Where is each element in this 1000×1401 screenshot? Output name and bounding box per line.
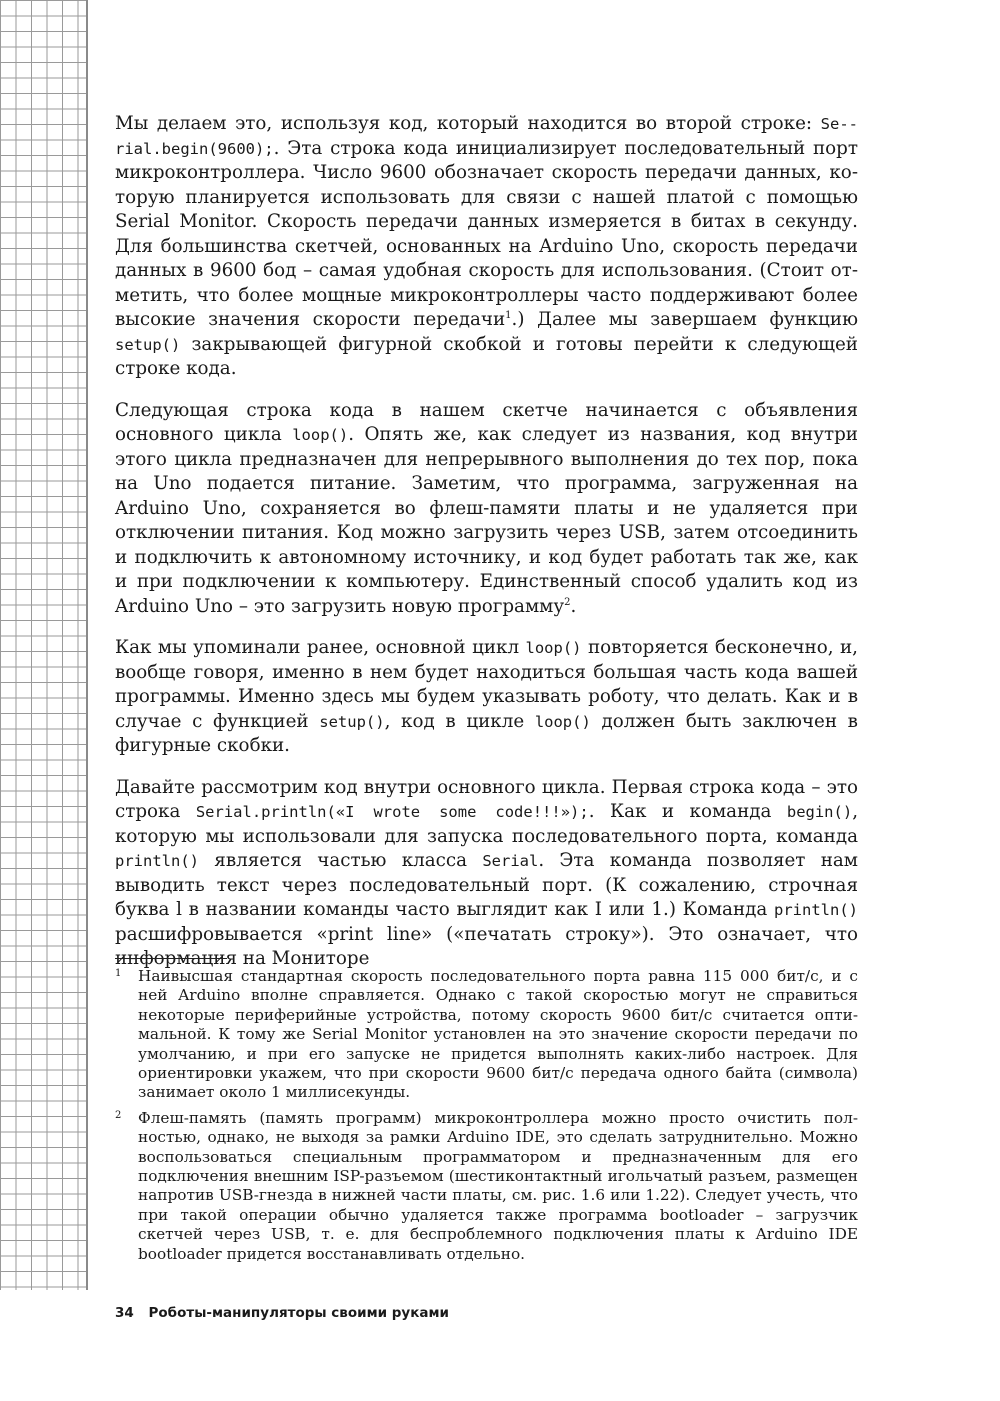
text-run: . Как и команда [588, 801, 787, 822]
text-run: повторяется бесконечно, и, вообще говоря, именно в нем будет находиться большая часть кода вашей программы. Именно здесь мы будем указывать роботу, что делать. Как и в случае с функцией [115, 637, 858, 732]
main-text [115, 112, 858, 989]
inline-code: loop() [525, 639, 582, 657]
footnote-text: Наивысшая стандартная скорость последовательного порта равна 115 000 бит/с, и с ней Arduino вполне справляется. Однако с такой скоростью могут не справиться некоторые периферийные устройства, потому скорость 9600 бит/с считается оптимальной. К тому же Serial Monitor установлен на это значение скорости передачи по умолчанию, и при его запуске не придется выполнять каких-либо настроек. Для ориентировки укажем, что при скорости 9600 бит/с передача одного байта (символа) занимает около 1 миллисекунды. [138, 967, 858, 1102]
text-run: .) Далее мы завершаем функцию [511, 309, 858, 330]
inline-code: setup() [115, 335, 181, 354]
page-number: 34 [115, 1305, 134, 1321]
inline-code: Serial.println(«I wrote some code!!!»); [195, 803, 589, 821]
footnote [115, 1109, 858, 1264]
text-run: закрывающей фигурной скобкой и готовы перейти к следующей строке кода. [115, 333, 858, 379]
inline-code: loop() [534, 712, 591, 731]
footnote-ref: 2 [564, 596, 571, 608]
text-run: Как мы упоминали ранее, основной цикл [115, 637, 526, 658]
inline-code: loop() [292, 426, 349, 444]
text-run: , которую мы использовали для запуска последовательного порта, команда [115, 801, 858, 847]
text-run: . Эта строка кода инициализирует последовательный порт микроконтроллера. Число 9600 обозначает скорость передачи данных, которую планируется использовать для связи с нашей платой с помощью Serial Monitor. Скорость передачи данных измеряется в битах в секунду. Для большинства скетчей, основанных на Arduino Uno, скорость передачи данных в 9600 бод – самая удобная скорость для использования. (Стоит отметить, что более мощные микроконтроллеры часто поддерживают более высокие значения скорости передачи [115, 137, 858, 330]
paragraph [115, 636, 858, 759]
inline-code: println() [774, 901, 858, 919]
text-run: Давайте рассмотрим код внутри основного цикла. Первая строка кода – это строка [115, 776, 858, 822]
text-run: Мы делаем это, используя код, который находится во второй строке: [115, 113, 821, 134]
footnote-text: Флеш-память (память программ) микроконтроллера можно просто очистить полностью, однако, не выходя за рамки Arduino IDE, это сделать затруднительно. Можно воспользоваться специальным программатором и предназначенным для его подключения внешним ISP-разъемом (шестиконтактный игольчатый разъем, размещен напротив USB-гнезда в нижней части платы, см. рис. 1.6 или 1.22). Следует учесть, что при такой операции обычно удаляется также программа bootloader – загрузчик скетчей через USB, т. е. для беспроблемного подключения платы к Arduino IDE bootloader придется восстанавливать отдельно. [138, 1108, 858, 1263]
paragraph [115, 399, 858, 620]
book-title: Роботы-манипуляторы своими руками [148, 1305, 449, 1321]
text-run: Следующая строка кода в нашем скетче начинается с объявления основного цикла [115, 399, 858, 445]
text-run: . Опять же, как следует из названия, код внутри этого цикла предназначен для непрерывного выполнения до тех пор, пока на Uno подается питание. Заметим, что программа, загруженная на Arduino Uno, сохраняется во флеш-памяти платы и не удаляется при отключении питания. Код можно загрузить через USB, затем отсоединить и подключить к автономному источнику, и код будет работать так же, как и при подключении к компьютеру. Единственный способ удалить код из Arduino Uno – это загрузить новую программу [115, 424, 858, 617]
paragraph [115, 776, 858, 972]
page-footer [115, 1305, 449, 1321]
inline-code: println() [115, 852, 199, 870]
footnote-divider [115, 958, 227, 959]
grid-margin-decoration [0, 0, 88, 1290]
paragraph [115, 112, 858, 382]
inline-code: begin() [786, 803, 853, 821]
inline-code: Se-rial.begin(9600); [115, 115, 858, 158]
text-run: , код в цикле [384, 710, 535, 732]
text-run: является частью класса [199, 850, 483, 871]
text-run: должен быть заключен в фигурные скобки. [115, 710, 858, 756]
footnote-number: 1 [115, 968, 122, 979]
text-run: . [570, 595, 577, 617]
inline-code: setup() [319, 712, 385, 731]
text-run: . Эта команда позволяет нам выводить текст через последовательный порт. (К сожалению, строчная буква l в названии команды часто выглядит как I или 1.) Команда [115, 850, 858, 920]
footnotes [115, 967, 858, 1270]
footnote [115, 967, 858, 1103]
footnote-ref: 1 [505, 309, 512, 321]
inline-code: Serial [482, 852, 539, 870]
footnote-number: 2 [115, 1109, 122, 1121]
text-run: расшифровывается «print line» («печатать строку»). Это означает, что информация на Мониторе [115, 923, 858, 969]
